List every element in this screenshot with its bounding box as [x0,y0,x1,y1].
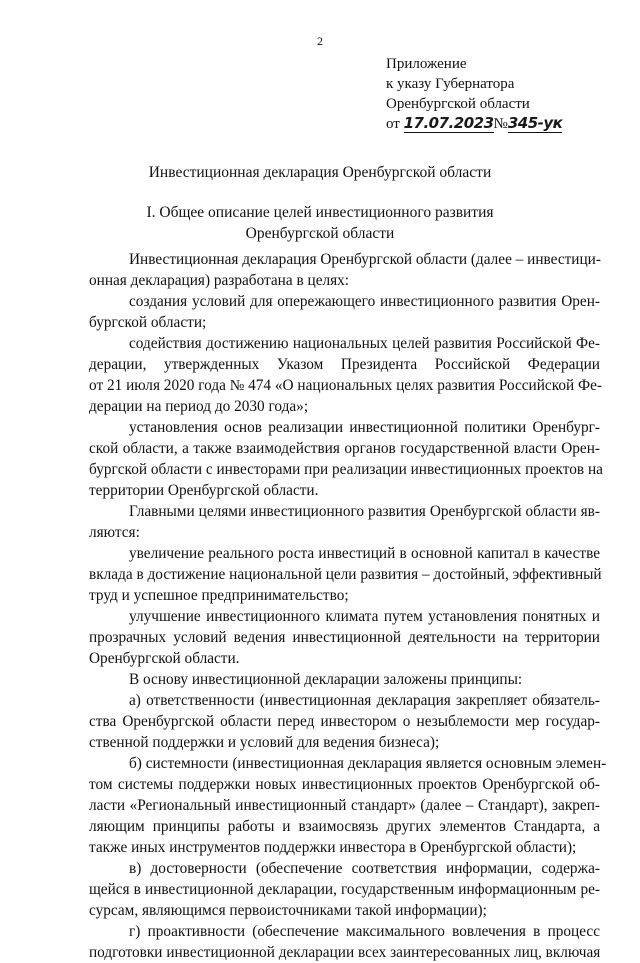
body-line: онная декларация) разработана в целях: [89,272,350,289]
appendix-date-line [386,114,562,134]
date-prefix: от [386,116,400,132]
body-line: Главными целями инвестиционного развития Оренбургской области яв- [129,503,600,520]
body-line: также иных инструментов поддержки инвестора в Оренбургской области); [89,839,577,856]
body-line: увеличение реального роста инвестиций в основной капитал в качестве [129,545,600,562]
body-line: вклада в достижение национальной цели развития – достойный, эффективный [89,566,602,583]
section-title-line-2: Оренбургской области [245,225,395,242]
body-line: щейся в инвестиционной декларации, государственным информационным ре- [89,881,600,898]
body-text [89,249,607,963]
appendix-line-3: Оренбургской области [386,96,530,112]
section-title [0,202,640,244]
body-line: дерации, утвержденных Указом Президента Российской Федерации [89,356,600,373]
body-line: дерации на период до 2030 года»; [89,398,309,415]
body-line: В основу инвестиционной декларации заложены принципы: [129,671,523,688]
body-line: бургской области; [89,314,207,331]
appendix-line-1: Приложение [386,56,467,72]
body-line: Оренбургской области. [89,650,240,667]
body-line: ласти «Региональный инвестиционный стандарт» (далее – Стандарт), закреп- [89,797,600,814]
appendix-block [386,54,562,134]
body-line: ской области, а также взаимодействия органов государственной власти Орен- [89,440,600,457]
body-line: установления основ реализации инвестиционной политики Оренбург- [129,419,600,436]
body-line: ства Оренбургской области перед инвестором о незыблемости мер государ- [89,713,600,730]
page-number: 2 [317,34,323,48]
appendix-line-2: к указу Губернатора [386,76,515,92]
body-line: территории Оренбургской области. [89,482,319,499]
body-line: бургской области с инвесторами при реализации инвестиционных проектов на [89,461,603,478]
body-line: создания условий для опережающего инвестиционного развития Орен- [129,293,600,310]
date-handwritten: 17.07.2023 [403,114,494,132]
body-line: содействия достижению национальных целей развития Российской Фе- [129,335,600,352]
body-line: г) проактивности (обеспечение максимального вовлечения в процесс [129,923,600,940]
body-line: прозрачных условий ведения инвестиционной деятельности на территории [89,629,600,646]
body-line: том системы поддержки новых инвестиционных проектов Оренбургской об- [89,776,600,793]
body-line: сурсам, являющимся первоисточниками такой информации); [89,902,487,919]
number-handwritten-field [508,115,563,133]
section-title-line-1: I. Общее описание целей инвестиционного развития [146,204,494,221]
body-line: б) системности (инвестиционная декларация является основным элемен- [129,755,607,772]
date-handwritten-field [404,115,494,133]
body-line: улучшение инвестиционного климата путем установления понятных и [129,608,600,625]
body-line: ляются: [89,524,140,541]
body-line: ственной поддержки и условий для ведения бизнеса); [89,734,440,751]
body-line: а) ответственности (инвестиционная декларация закрепляет обязатель- [129,692,600,709]
body-line: от 21 июля 2020 года № 474 «О национальных целях развития Российской Фе- [89,377,602,394]
document-title: Инвестиционная декларация Оренбургской области [148,164,492,181]
body-line: труд и успешное предпринимательство; [89,587,349,604]
number-handwritten: 345-ук [507,114,563,132]
body-line: в) достоверности (обеспечение соответствия информации, содержа- [129,860,600,877]
body-line: Инвестиционная декларация Оренбургской области (далее – инвестици- [129,251,601,268]
body-line: ляющим принципы работы и взаимосвязь других элементов Стандарта, а [89,818,600,835]
body-line: подготовки инвестиционной декларации всех заинтересованных лиц, включая [89,944,601,961]
number-sign: № [493,116,508,132]
